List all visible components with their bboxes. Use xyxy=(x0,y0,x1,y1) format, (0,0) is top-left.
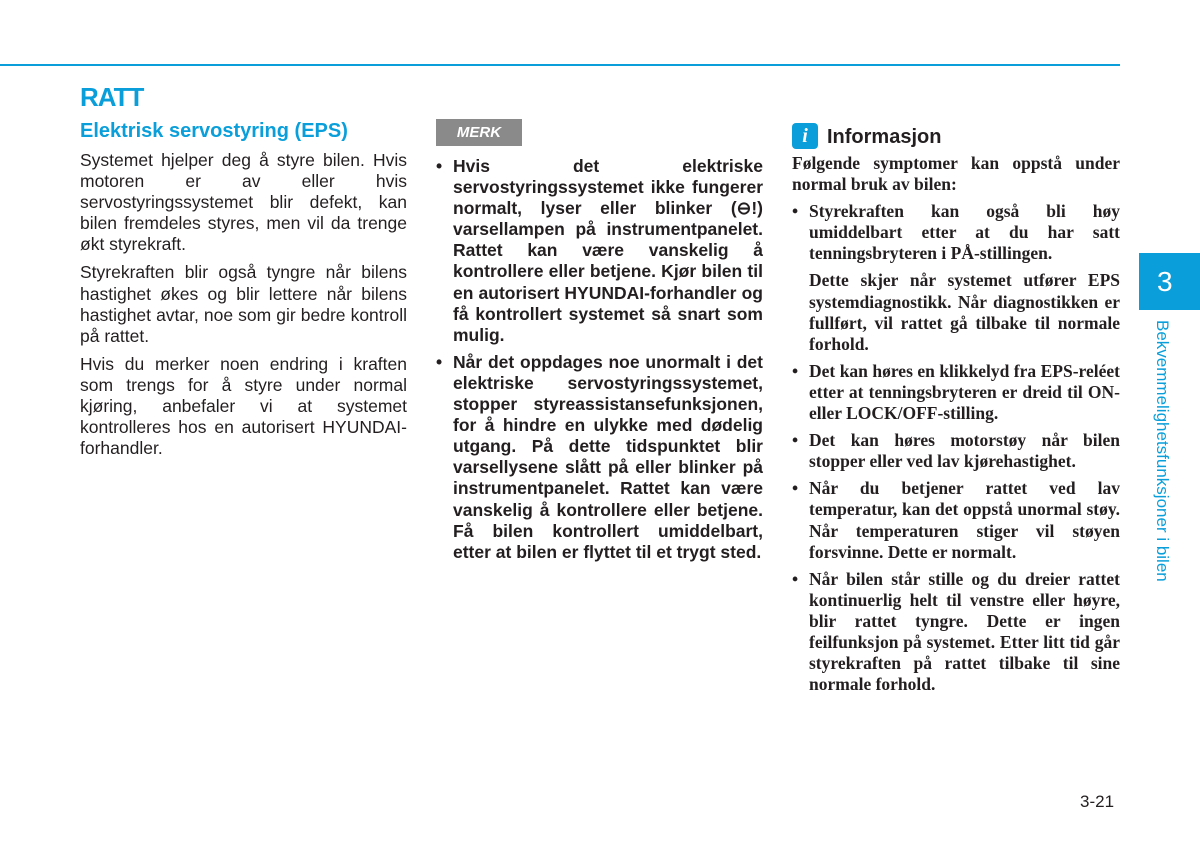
paragraph: Hvis du merker noen endring i kraften som trengs for å styre under normal kjøring, anbefaler vi at systemet kontrolleres hos en autorisert HYUNDAI-forhandler. xyxy=(80,353,407,459)
page-number: 3-21 xyxy=(1080,792,1115,811)
info-item-extra: Dette skjer når systemet utfører EPS systemdiagnostikk. Når diagnostikken er fullført, vil rattet gå tilbake til normale forhold. xyxy=(809,270,1120,354)
left-column xyxy=(80,150,407,466)
note-column xyxy=(436,156,763,569)
subsection-title: Elektrisk servostyring (EPS) xyxy=(80,120,348,142)
info-item: • Når bilen står stille og du dreier rattet kontinuerlig helt til venstre eller høyre, blir rattet tyngre. Dette er ingen feilfunksjon på systemet. Etter litt tid går styrekraften på rattet tilbake til sine normale forhold. xyxy=(792,569,1120,696)
info-item: • Det kan høres motorstøy når bilen stopper eller ved lav kjørehastighet. xyxy=(792,430,1120,472)
eps-warning-lamp-icon: ⊖! xyxy=(736,198,758,219)
info-item xyxy=(792,201,1120,355)
info-item: • Når du betjener rattet ved lav temperatur, kan det oppstå unormal støy. Når temperaturen stiger vil støyen forsvinne. Dette er normalt. xyxy=(792,478,1120,562)
chapter-number-tab: 3 xyxy=(1139,253,1200,310)
note-text: Hvis det elektriske servostyringssystemet ikke fungerer normalt, lyser eller blinker ( xyxy=(453,156,763,219)
note-list xyxy=(436,156,763,563)
note-item: • Når det oppdages noe unormalt i det elektriske servostyringssystemet, stopper styreassistansefunksjonen, for å hindre en ulykke med dødelig utgang. På dette tidspunktet blir varsellysene slått på eller blinker på instrumentpanelet. Rattet kan være vanskelig å kontrollere eller betjene. Få bilen kontrollert umiddelbart, etter at bilen er flyttet til et trygt sted. xyxy=(436,352,763,563)
info-item-text: • Styrekraften kan også bli høy umiddelbart etter at du har satt tenningsbryteren i PÅ-stillingen. xyxy=(809,201,1120,264)
paragraph: Styrekraften blir også tyngre når bilens hastighet økes og blir lettere når bilens hastighet avtar, noe som gir bedre kontroll på rattet. xyxy=(80,262,407,346)
note-text: ) varsellampen på instrumentpanelet. Rattet kan være vanskelig å kontrollere eller betjene. Kjør bilen til en autorisert HYUNDAI-forhandler og få kontrollert systemet så snart som mulig. xyxy=(453,198,763,345)
section-title: RATT xyxy=(80,82,144,112)
paragraph: Systemet hjelper deg å styre bilen. Hvis motoren er av eller hvis servostyringssystemet blir defekt, kan bilen fremdeles styres, men vil da trenge økt styrekraft. xyxy=(80,150,407,255)
note-label: MERK xyxy=(436,119,522,146)
info-column xyxy=(792,153,1120,701)
info-icon: i xyxy=(792,123,818,149)
top-rule xyxy=(0,64,1120,66)
chapter-title: Bekvemmelighetsfunksjoner i bilen xyxy=(1153,320,1172,582)
info-intro: Følgende symptomer kan oppstå under normal bruk av bilen: xyxy=(792,153,1120,195)
info-title: Informasjon xyxy=(827,126,942,148)
note-item xyxy=(436,156,763,346)
info-item: • Det kan høres en klikkelyd fra EPS-reléet etter at tenningsbryteren er dreid til ON- eller LOCK/OFF-stilling. xyxy=(792,361,1120,424)
info-list xyxy=(792,201,1120,695)
